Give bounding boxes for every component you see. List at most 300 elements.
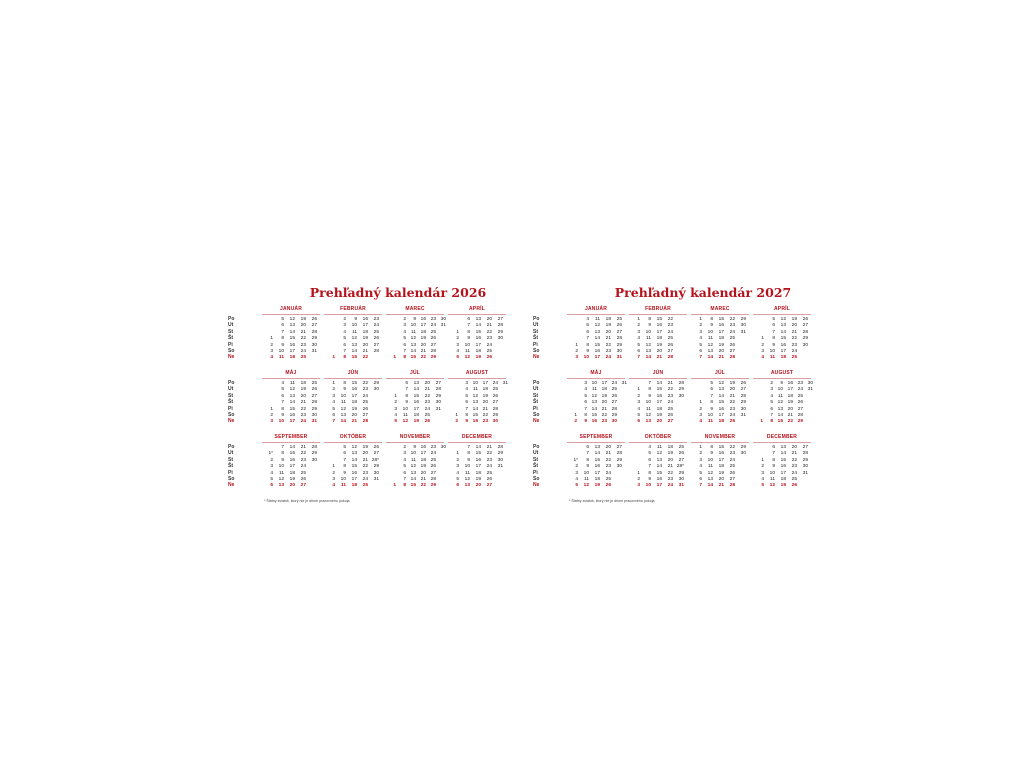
day-number: 28	[430, 348, 436, 354]
day-number: 27	[362, 412, 368, 418]
day-number: 17	[780, 470, 786, 476]
day-number: 16	[289, 457, 295, 463]
day-number: 21	[787, 412, 793, 418]
day-number: 12	[583, 483, 589, 489]
day-number: 10	[777, 387, 783, 393]
day-number: 13	[464, 483, 470, 489]
day-number: 20	[475, 483, 481, 489]
day-number: 30	[311, 342, 317, 348]
day-number: 28	[311, 329, 317, 335]
day-number: 29	[311, 336, 317, 342]
day-number: 13	[289, 323, 295, 329]
day-number: 1	[456, 451, 459, 457]
day-number: 13	[777, 406, 783, 412]
weekday-label: Pi	[228, 469, 233, 476]
day-number: 24	[430, 451, 436, 457]
day-number: 4	[281, 381, 284, 386]
day-number: 26	[311, 317, 317, 322]
day-number: 12	[656, 451, 662, 457]
day-number	[797, 483, 808, 489]
day-number: 21	[300, 329, 306, 335]
day-number: 23	[667, 393, 673, 399]
day-number: 19	[787, 400, 793, 406]
day-number: 22	[362, 464, 368, 470]
day-number: 21	[791, 329, 797, 335]
day-number: 1	[270, 406, 273, 412]
day-number: 23	[667, 476, 673, 482]
month-divider	[629, 442, 687, 443]
day-number: 10	[472, 381, 478, 386]
month-divider	[324, 314, 382, 315]
day-number: 28	[678, 381, 684, 386]
day-number: 31	[740, 412, 746, 418]
month-divider	[448, 378, 506, 379]
day-number	[492, 355, 503, 361]
weekday-label: Ne	[533, 354, 540, 361]
day-number: 16	[656, 323, 662, 329]
day-number: 1	[761, 457, 764, 463]
day-number: 20	[300, 393, 306, 399]
day-number: 5	[699, 342, 702, 348]
day-number: 23	[729, 451, 735, 457]
day-number: 17	[475, 464, 481, 470]
day-number: 5	[575, 483, 578, 489]
day-number: 23	[791, 342, 797, 348]
day-number: 3	[332, 393, 335, 399]
day-number: 11	[403, 412, 408, 418]
day-number: 11	[657, 445, 662, 450]
day-number: 8	[710, 445, 713, 450]
day-number: 27	[492, 400, 498, 406]
month-divider	[448, 314, 506, 315]
day-number: 1	[393, 483, 396, 489]
month-name: JÚN	[652, 370, 664, 376]
day-number: 1	[760, 419, 763, 425]
month-divider	[691, 314, 749, 315]
day-number: 28	[497, 445, 503, 450]
day-number: 3	[637, 329, 640, 335]
day-number: 11	[340, 483, 346, 489]
day-number: 25	[667, 336, 673, 342]
day-number: 13	[707, 348, 713, 354]
day-number: 19	[475, 476, 481, 482]
weekday-row	[260, 483, 322, 489]
day-number: 5	[456, 476, 459, 482]
day-number: 29	[373, 464, 379, 470]
day-number: 22	[667, 317, 673, 322]
day-number: 2	[575, 348, 578, 354]
day-number: 10	[645, 329, 651, 335]
day-number: 5	[584, 393, 587, 399]
day-number: 23	[300, 342, 306, 348]
day-number: 30	[616, 348, 622, 354]
day-number: 13	[289, 393, 295, 399]
day-number: 17	[594, 355, 600, 361]
day-number	[735, 483, 746, 489]
day-number: 8	[586, 457, 589, 463]
day-number: 4	[270, 470, 273, 476]
day-number: 28	[435, 387, 441, 393]
weekday-label: Št	[228, 335, 233, 342]
day-number: 4	[403, 329, 406, 335]
day-number: 29	[616, 342, 622, 348]
day-number: 4	[456, 348, 459, 354]
day-number: 7	[648, 464, 651, 470]
month-name: JÚL	[409, 370, 421, 376]
day-number: 5	[586, 323, 589, 329]
day-number: 14	[475, 323, 481, 329]
day-number: 11	[473, 387, 478, 393]
day-number: 22	[605, 342, 611, 348]
day-number: 15	[289, 406, 295, 412]
day-number: 15	[656, 470, 662, 476]
day-number: 12	[464, 355, 470, 361]
day-number: 7	[281, 329, 284, 335]
day-number: 10	[402, 406, 408, 412]
day-number: 25	[430, 329, 436, 335]
day-number: 27	[729, 348, 735, 354]
day-number: 11	[279, 470, 284, 476]
weekday-label: Po	[228, 316, 235, 322]
day-number: 17	[656, 329, 662, 335]
day-number: 31	[802, 470, 808, 476]
weekday-label: So	[228, 347, 235, 354]
day-number: 30	[678, 476, 684, 482]
day-number: 26	[300, 476, 306, 482]
month-bands	[228, 305, 558, 495]
day-number: 17	[289, 348, 295, 354]
day-number: 1	[637, 317, 640, 322]
day-number: 16	[718, 451, 724, 457]
day-number: 6	[405, 381, 408, 386]
weekday-row	[322, 355, 384, 361]
day-number: 1	[575, 342, 578, 348]
day-number: 7	[586, 451, 589, 457]
day-number: 11	[769, 355, 775, 361]
day-number: 22	[482, 412, 488, 418]
day-number: 24	[486, 464, 492, 470]
day-number: 2	[403, 445, 406, 450]
day-number: 12	[464, 476, 470, 482]
day-number: 2	[699, 323, 702, 329]
day-number: 27	[740, 387, 746, 393]
month-divider	[753, 314, 811, 315]
day-number: 20	[362, 451, 368, 457]
day-number: 14	[410, 476, 416, 482]
day-number: 6	[343, 451, 346, 457]
day-number: 20	[787, 406, 793, 412]
day-number	[492, 483, 503, 489]
day-number: 13	[278, 483, 284, 489]
weekday-label: Po	[533, 444, 540, 450]
day-number: 15	[410, 355, 416, 361]
day-number: 22	[486, 451, 492, 457]
day-number: 9	[413, 445, 416, 450]
day-number: 20	[656, 419, 662, 425]
day-number: 26	[492, 393, 498, 399]
day-number: 7	[343, 348, 346, 354]
day-number: 10	[769, 348, 775, 354]
day-number: 26	[430, 336, 436, 342]
weekday-row	[260, 355, 322, 361]
day-number: 25	[667, 406, 673, 412]
day-number: 3	[699, 329, 702, 335]
calendar-2027	[533, 283, 863, 503]
day-number: 7	[403, 476, 406, 482]
day-number: 16	[787, 381, 793, 386]
day-number: 17	[718, 412, 724, 418]
day-number: 11	[352, 329, 357, 335]
day-number: 6	[456, 483, 459, 489]
month-name: SEPTEMBER	[579, 434, 613, 440]
day-number: 26	[802, 317, 808, 322]
day-number: 7	[586, 336, 589, 342]
day-number: 14	[475, 445, 481, 450]
day-number	[430, 419, 441, 425]
day-number: 12	[351, 445, 357, 450]
day-number: 10	[278, 464, 284, 470]
day-number: 1	[332, 381, 335, 386]
day-number: 24	[300, 419, 306, 425]
day-number: 15	[594, 457, 600, 463]
day-number: 26	[791, 483, 797, 489]
day-number: 7	[467, 323, 470, 329]
day-number: 25	[791, 355, 797, 361]
day-number: 12	[472, 393, 478, 399]
day-number: 4	[761, 355, 764, 361]
month-divider	[262, 314, 320, 315]
day-number: 11	[584, 476, 589, 482]
day-number: 16	[289, 412, 295, 418]
day-number: 8	[281, 451, 284, 457]
weekday-row	[446, 419, 508, 425]
day-number: 25	[791, 476, 797, 482]
day-number: 22	[362, 355, 368, 361]
weekday-label: Ne	[228, 354, 235, 361]
day-number: 22	[424, 393, 430, 399]
weekday-label: Pi	[533, 469, 538, 476]
month-block	[260, 369, 322, 426]
day-number: 22	[791, 457, 797, 463]
day-number: 13	[472, 400, 478, 406]
day-number: 13	[594, 445, 600, 450]
day-number: 2	[456, 336, 459, 342]
day-number: 29	[797, 419, 803, 425]
day-number: 10	[340, 476, 346, 482]
day-number: 9	[465, 419, 468, 425]
month-divider	[262, 378, 320, 379]
weekday-label: St	[533, 392, 538, 399]
day-number: 7	[465, 406, 468, 412]
day-number: 27	[611, 400, 617, 406]
day-number: 14	[718, 393, 724, 399]
day-number: 20	[791, 323, 797, 329]
day-number: 7	[772, 329, 775, 335]
day-number: 9	[710, 323, 713, 329]
day-number: 14	[594, 336, 600, 342]
month-name: NOVEMBER	[704, 434, 736, 440]
day-number: 2	[761, 342, 764, 348]
day-number: 7	[332, 419, 335, 425]
day-number: 22	[667, 470, 673, 476]
day-number: 24	[791, 348, 797, 354]
day-number: 28	[362, 419, 368, 425]
day-number: 31	[678, 483, 684, 489]
day-number: 25	[729, 464, 735, 470]
day-number	[436, 483, 446, 489]
day-number: 29	[616, 457, 622, 463]
day-number: 6	[637, 419, 640, 425]
month-name: MAREC	[405, 306, 425, 312]
day-number: 11	[341, 400, 346, 406]
day-number: 4	[343, 329, 346, 335]
day-number: 29	[678, 470, 684, 476]
day-number: 24	[300, 348, 306, 354]
day-number: 8	[403, 355, 406, 361]
day-number: 31	[807, 387, 813, 393]
day-number: 13	[410, 470, 416, 476]
month-name: JÚL	[714, 370, 726, 376]
day-number: 6	[281, 393, 284, 399]
day-number: 1	[270, 336, 273, 342]
month-divider	[753, 442, 811, 443]
day-number: 14	[472, 406, 478, 412]
day-number: 15	[289, 336, 295, 342]
day-number: 9	[780, 381, 783, 386]
day-number: 26	[678, 451, 684, 457]
day-number: 13	[656, 457, 662, 463]
month-block	[446, 433, 508, 490]
day-number: 9	[648, 323, 651, 329]
day-number: 2	[456, 457, 459, 463]
day-number: 27	[797, 406, 803, 412]
day-number: 3	[575, 470, 578, 476]
weekday-label: Ne	[533, 482, 540, 489]
day-number: 24	[611, 381, 617, 386]
day-number: 15	[718, 400, 724, 406]
day-number: 14	[351, 457, 357, 463]
day-number: 24	[797, 387, 803, 393]
day-number: 3	[456, 464, 459, 470]
day-number: 30	[802, 464, 808, 470]
day-number: 21	[656, 355, 662, 361]
day-number: 12	[645, 412, 651, 418]
day-number: 6	[699, 348, 702, 354]
month-name: APRÍL	[774, 306, 790, 312]
day-number: 9	[586, 348, 589, 354]
day-number: 5	[761, 483, 764, 489]
day-number: 26	[797, 400, 803, 406]
day-number: 5	[343, 336, 346, 342]
day-number: 20	[791, 445, 797, 450]
day-number: 25	[797, 393, 803, 399]
day-number: 1	[332, 464, 335, 470]
day-number: 18	[605, 317, 611, 322]
month-name: MÁJ	[285, 370, 297, 376]
day-number	[306, 355, 317, 361]
day-number: 12	[769, 483, 775, 489]
day-number: 4	[332, 400, 335, 406]
day-number: 27	[667, 419, 673, 425]
day-number: 24	[373, 323, 379, 329]
day-number: 19	[420, 336, 426, 342]
day-number: 23	[797, 381, 803, 386]
day-number: 5	[403, 464, 406, 470]
day-number: 19	[475, 355, 481, 361]
day-number: 11	[770, 476, 775, 482]
day-number: 18	[718, 464, 724, 470]
month-name: OKTÓBER	[339, 434, 367, 440]
month-block	[689, 369, 751, 426]
day-number: 7	[405, 387, 408, 393]
day-number: 30	[492, 419, 498, 425]
day-number: 12	[289, 317, 295, 322]
day-number: 23	[729, 323, 735, 329]
day-number: 18	[601, 387, 607, 393]
day-number: 29	[497, 451, 503, 457]
day-number: 21	[300, 400, 306, 406]
day-number: 21	[605, 336, 611, 342]
day-number: 4	[456, 470, 459, 476]
day-number: 24	[605, 470, 611, 476]
day-number: 2	[332, 470, 335, 476]
day-number: 10	[583, 470, 589, 476]
day-number: 1	[394, 393, 397, 399]
day-number: 29	[373, 381, 379, 386]
day-number: 20	[601, 400, 607, 406]
day-number: 19	[718, 342, 724, 348]
day-number: 26	[729, 342, 735, 348]
day-number: 2	[575, 464, 578, 470]
weekday-label: Pi	[228, 341, 233, 348]
day-number: 9	[584, 419, 587, 425]
weekday-label: Št	[228, 399, 233, 406]
day-number: 16	[780, 342, 786, 348]
month-block	[751, 433, 813, 490]
day-number: 10	[278, 348, 284, 354]
day-number: 26	[616, 323, 622, 329]
day-number: 15	[410, 483, 416, 489]
day-number: 6	[332, 412, 335, 418]
day-number: 26	[611, 393, 617, 399]
calendar-title: Prehľadný kalendár 2026	[309, 285, 487, 300]
weekday-label: Št	[533, 463, 538, 470]
day-number: 6	[586, 445, 589, 450]
day-number: 2	[770, 381, 773, 386]
day-number: 16	[475, 336, 481, 342]
day-number: 3	[456, 342, 459, 348]
day-number: 11	[592, 387, 597, 393]
day-number: 20	[605, 445, 611, 450]
day-number: 19	[482, 393, 488, 399]
day-number: 12	[777, 400, 783, 406]
month-name: OKTÓBER	[644, 434, 672, 440]
month-bands	[533, 305, 863, 495]
day-number: 19	[667, 451, 673, 457]
day-number	[797, 355, 808, 361]
month-name: AUGUST	[770, 370, 794, 376]
weekday-label: Št	[228, 463, 233, 470]
day-number: 17	[656, 400, 662, 406]
day-number: 10	[707, 329, 713, 335]
day-number: 15	[591, 412, 597, 418]
month-divider	[324, 378, 382, 379]
day-number: 11	[278, 355, 284, 361]
month-divider	[386, 314, 444, 315]
day-number: 9	[413, 317, 416, 322]
day-number: 15	[475, 451, 481, 457]
day-number: 8	[710, 317, 713, 322]
